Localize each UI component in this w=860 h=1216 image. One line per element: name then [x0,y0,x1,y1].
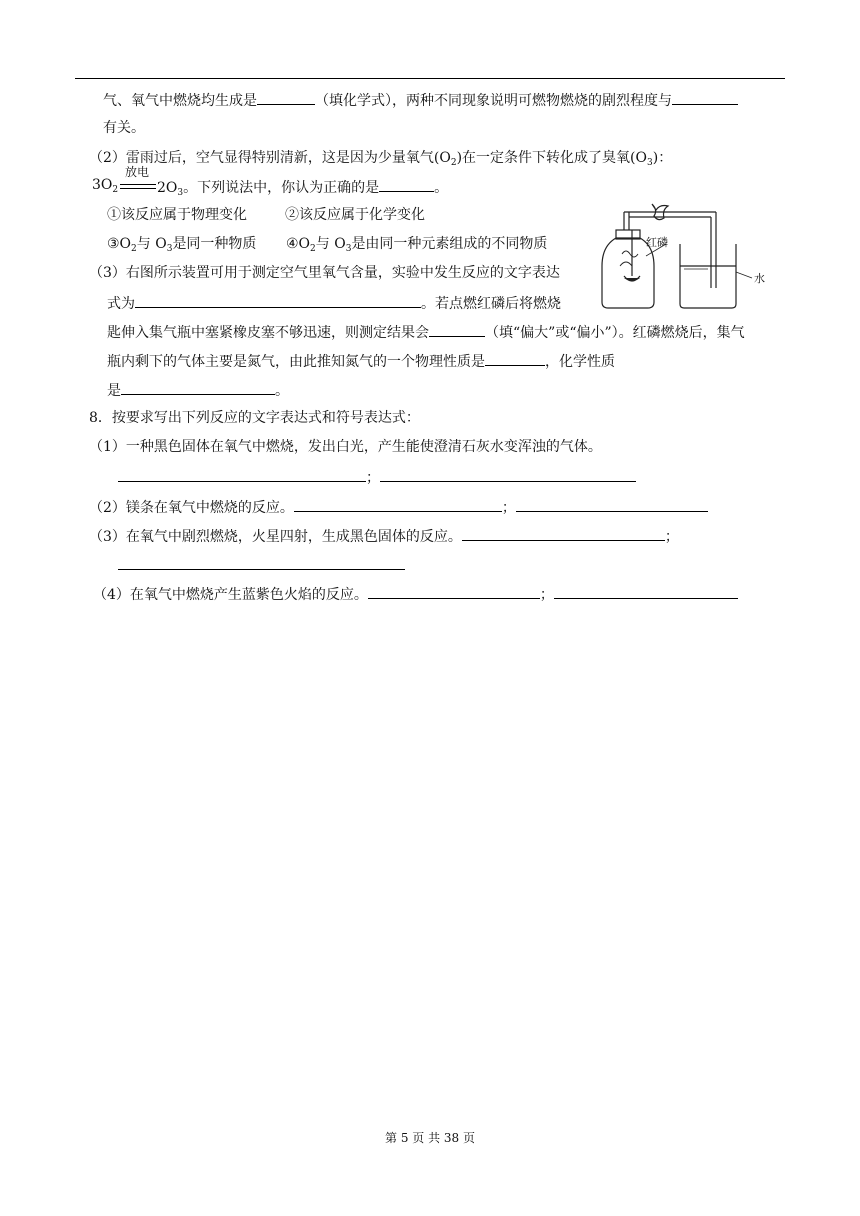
word-equation-blank[interactable] [294,497,502,512]
text: 。 [275,383,289,399]
symbol-equation-blank[interactable] [516,497,708,512]
answer-blank[interactable] [135,293,421,308]
text: ③O [107,236,132,252]
subscript: 2 [131,244,137,254]
q7-p1-line2: 有关。 [103,120,145,136]
equation-left [92,177,118,193]
subscript: 2 [112,185,119,195]
text: 是 [107,383,121,399]
q7-p2-question [157,177,448,197]
word-equation-blank[interactable] [462,526,665,541]
text: 与 O [136,236,167,252]
option-2: ②该反应属于化学变化 [285,207,425,223]
separator: ； [539,587,554,603]
subscript: 2 [310,244,316,254]
subscript: 3 [166,244,173,254]
text: （2）雷雨过后，空气显得特别清新，这是因为少量氧气(O [89,150,451,166]
separator: ； [664,529,679,545]
answer-blank[interactable] [485,351,545,366]
q7-p3-line5 [107,380,289,400]
label-water: 水 [754,272,765,285]
text: （填化学式），两种不同现象说明可燃物燃烧的剧烈程度与 [315,93,672,109]
header-rule [75,78,785,79]
option-4 [286,235,547,253]
separator: ； [366,470,380,486]
symbol-equation-blank[interactable] [554,584,738,599]
separator: ； [501,500,516,516]
apparatus-drawing [596,196,792,316]
word-equation-blank[interactable] [118,467,366,482]
text: ，化学性质 [545,354,615,370]
text: （填“偏大”或“偏小”）。红磷燃烧后，集气 [485,325,745,341]
q8-part1-answers [118,467,636,487]
symbol-equation-blank[interactable] [118,555,405,570]
q8-title: 8．按要求写出下列反应的文字表达式和符号表达式： [89,410,420,426]
subscript: 3 [177,188,184,198]
oxygen-measurement-apparatus [596,196,792,316]
q7-p1-line1 [103,90,738,110]
text: （3）在氧气中剧烈燃烧，火星四射，生成黑色固体的反应。 [89,529,462,545]
text: 式为 [107,296,135,312]
q7-p3-line1: （3）右图所示装置可用于测定空气里氧气含量，实验中发生反应的文字表达 [89,265,560,281]
q7-p3-line2 [107,293,561,313]
text: 。下列说法中，你认为正确的是 [183,180,380,196]
text: 。若点燃红磷后将燃烧 [421,296,561,312]
text: 瓶内剩下的气体主要是氮气，由此推知氮气的一个物理性质是 [107,354,485,370]
text: 是同一种物质 [172,236,257,252]
q7-p3-line4 [107,351,615,371]
text: )在一定条件下转化成了臭氧(O [456,150,647,166]
option-1: ①该反应属于物理变化 [107,207,247,223]
answer-blank[interactable] [429,322,485,337]
option-3 [107,235,256,253]
answer-blank[interactable] [257,90,315,105]
symbol-equation-blank[interactable] [380,467,636,482]
text: 与 O [315,236,346,252]
answer-blank[interactable] [672,90,738,105]
text: 匙伸入集气瓶中塞紧橡皮塞不够迅速，则测定结果会 [107,325,429,341]
text: ④O [286,236,311,252]
text: 气、氧气中燃烧均生成是 [103,93,257,109]
answer-blank[interactable] [121,380,275,395]
text: 3O [92,177,113,193]
answer-blank[interactable] [379,177,434,192]
q8-part3-answer2 [118,555,405,575]
text: 2O [157,180,178,196]
text: 。 [434,180,449,196]
word-equation-blank[interactable] [368,584,540,599]
subscript: 2 [450,158,457,168]
text: )： [652,150,673,166]
subscript: 3 [345,244,352,254]
text: （4）在氧气中燃烧产生蓝紫色火焰的反应。 [93,587,368,603]
q8-part4 [93,584,738,604]
label-red-phosphorus: 红磷 [646,236,668,249]
subscript: 3 [647,158,653,168]
q8-part3 [89,526,679,546]
equation-condition: 放电 [125,165,150,179]
equation-equals-sign [120,184,156,189]
text: （2）镁条在氧气中燃烧的反应。 [89,500,294,516]
q8-part2 [89,497,708,517]
q7-p3-line3 [107,322,745,342]
text: 是由同一种元素组成的不同物质 [351,236,548,252]
page-footer: 第 5 页 共 38 页 [385,1131,475,1145]
q8-part1: （1）一种黑色固体在氧气中燃烧，发出白光，产生能使澄清石灰水变浑浊的气体。 [89,439,602,455]
q7-p2-intro [89,149,672,167]
